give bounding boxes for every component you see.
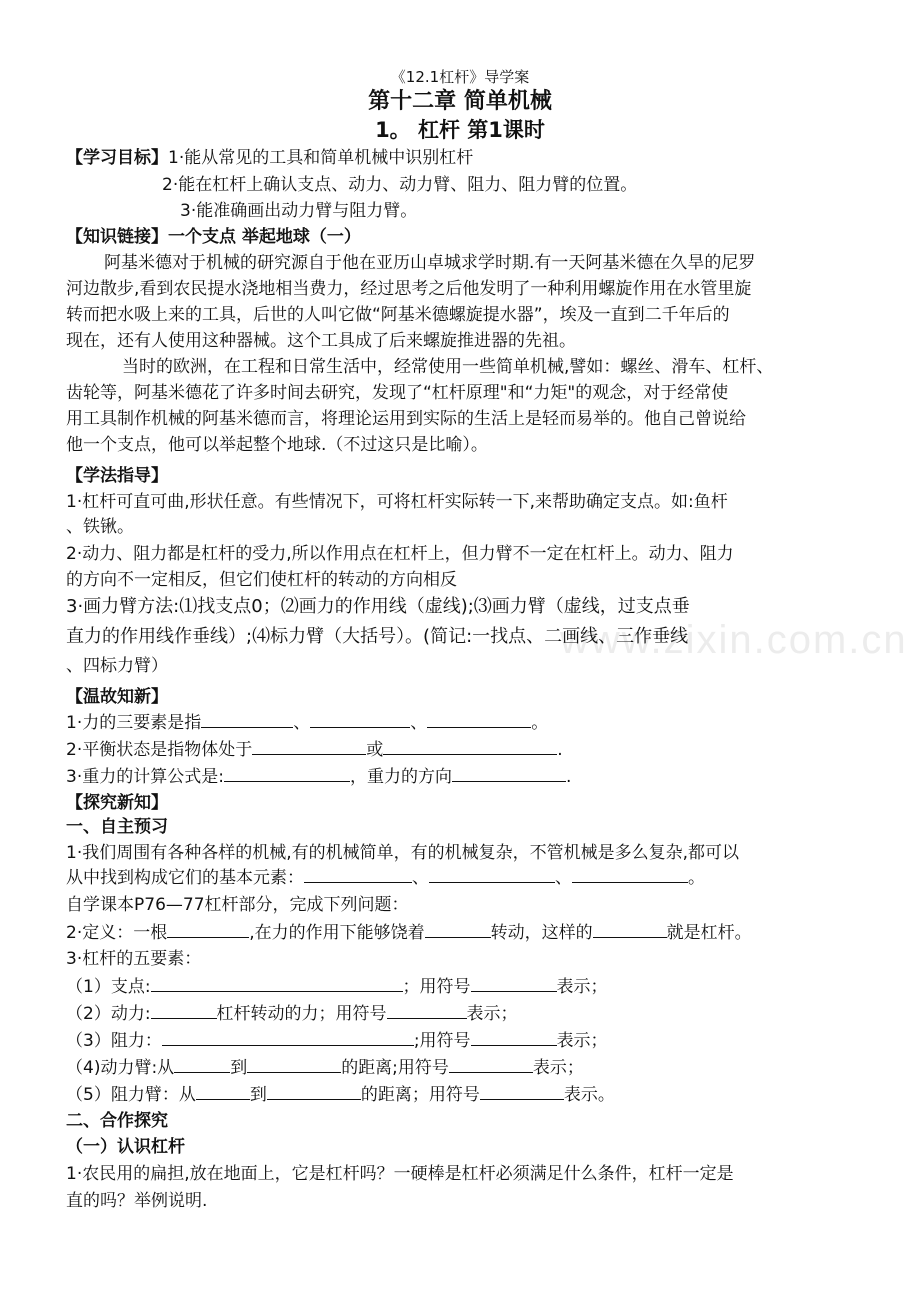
question-end: . [557, 740, 563, 760]
element-effort-arm [66, 1056, 584, 1079]
doc-label: 《12.1杠杆》导学案 [390, 68, 530, 86]
answer-blank[interactable] [383, 738, 557, 755]
answer-blank[interactable] [224, 765, 350, 782]
knowledge-link-heading [66, 226, 361, 248]
chapter-title: 第十二章 简单机械 [368, 89, 552, 114]
sub-section-heading: （一）认识杠杆 [66, 1137, 185, 1157]
element-effort [66, 1002, 518, 1025]
self-study-instruction: 自学课本P76—77杠杆部分，完成下列问题： [66, 895, 409, 915]
question-text: 3·重力的计算公式是: [66, 767, 224, 787]
question-end: 就是杠杆。 [666, 923, 752, 943]
article-title: 一个支点 举起地球（一） [168, 227, 361, 247]
review-question-2 [66, 738, 563, 761]
answer-blank[interactable] [480, 1083, 564, 1100]
element-load-arm [66, 1083, 615, 1106]
question-text: ，重力的方向 [349, 767, 452, 787]
question-text: ,在力的作用下能够饶着 [249, 923, 425, 943]
article-line: 阿基米德对于机械的研究源自于他在亚历山卓城求学时期.有一天阿基米德在久旱的尼罗 [104, 253, 756, 273]
answer-blank[interactable] [449, 1056, 533, 1073]
part-2-heading: 二、合作探究 [66, 1111, 168, 1131]
question-text: 从中找到构成它们的基本元素： [66, 868, 304, 888]
question-end: 表示； [532, 1058, 584, 1078]
answer-blank[interactable] [310, 711, 410, 728]
article-line: 河边散步,看到农民提水浇地相当费力，经过思考之后他发明了一种利用螺旋作用在水管里旋 [66, 279, 752, 299]
question-text: （1）支点: [66, 977, 151, 997]
review-heading: 【温故知新】 [66, 687, 168, 707]
preview-line-2 [66, 866, 705, 889]
question-text: ；用符号 [402, 977, 471, 997]
lesson-title: 1。 杠杆 第1课时 [375, 118, 545, 142]
explore-heading: 【探究新知】 [66, 793, 168, 813]
question-end: . [565, 767, 572, 787]
question-text: 的距离;用符号 [341, 1058, 449, 1078]
question-text: （3）阻力： [66, 1031, 162, 1051]
question-text: 到 [230, 1058, 248, 1078]
question-text: 转动，这样的 [490, 923, 593, 943]
question-end: 表示； [556, 1031, 608, 1051]
goal-item: 3·能准确画出动力臂与阻力臂。 [180, 201, 418, 221]
goals-line-1 [66, 147, 473, 169]
element-fulcrum [66, 975, 608, 998]
section-heading: 【知识链接】 [66, 227, 168, 247]
answer-blank[interactable] [196, 1083, 250, 1100]
inquiry-line: 直的吗？举例说明. [66, 1191, 208, 1211]
answer-blank[interactable] [201, 711, 293, 728]
question-text: 到 [249, 1085, 267, 1105]
answer-blank[interactable] [429, 866, 555, 883]
answer-blank[interactable] [304, 866, 412, 883]
article-line: 他一个支点，他可以举起整个地球.（不过这只是比喻）。 [66, 435, 488, 455]
question-text: 2·平衡状态是指物体处于 [66, 740, 253, 760]
article-line: 转而把水吸上来的工具，后世的人叫它做“阿基米德螺旋提水器”，埃及一直到二千年后的 [66, 305, 730, 325]
question-text: ;用符号 [413, 1031, 471, 1051]
article-line: 用工具制作机械的阿基米德而言，将理论运用到实际的生活上是轻而易举的。他自己曾说给 [66, 409, 746, 429]
answer-blank[interactable] [452, 765, 566, 782]
element-load [66, 1029, 608, 1052]
review-question-3 [66, 765, 571, 788]
answer-blank[interactable] [572, 866, 688, 883]
question-end: 。 [531, 713, 549, 733]
answer-blank[interactable] [267, 1083, 361, 1100]
answer-blank[interactable] [247, 1056, 341, 1073]
part-1-heading: 一、自主预习 [66, 817, 168, 837]
goal-item: 2·能在杠杆上确认支点、动力、动力臂、阻力、阻力臂的位置。 [162, 175, 638, 195]
answer-blank[interactable] [162, 1029, 414, 1046]
answer-blank[interactable] [471, 975, 557, 992]
answer-blank[interactable] [167, 921, 249, 938]
answer-blank[interactable] [151, 975, 403, 992]
question-text: 2·定义：一根 [66, 923, 168, 943]
answer-blank[interactable] [252, 738, 366, 755]
answer-blank[interactable] [174, 1056, 230, 1073]
question-end: 。 [688, 868, 705, 888]
five-elements-heading: 3·杠杆的五要素： [66, 949, 202, 969]
goals-heading: 【学习目标】 [66, 148, 168, 168]
method-line: 、铁锹。 [66, 517, 134, 537]
answer-blank[interactable] [427, 711, 531, 728]
goal-item: 1·能从常见的工具和简单机械中识别杠杆 [168, 148, 474, 168]
question-text: （4)动力臂:从 [66, 1058, 175, 1078]
answer-blank[interactable] [387, 1002, 467, 1019]
method-line: 1·杠杆可直可曲,形状任意。有些情况下，可将杠杆实际转一下,来帮助确定支点。如:鱼杆 [66, 492, 728, 512]
method-line: 2·动力、阻力都是杠杆的受力,所以作用点在杠杆上，但力臂不一定在杠杆上。动力、阻力 [66, 544, 734, 564]
article-line: 齿轮等，阿基米德花了许多时间去研究，发现了“杠杆原理"和“力矩"的观念，对于经常使 [66, 383, 729, 403]
separator: 、 [293, 713, 311, 733]
article-line: 现在，还有人使用这种器械。这个工具成了后来螺旋推进器的先祖。 [66, 331, 576, 351]
question-text: 杠杆转动的力；用符号 [216, 1004, 387, 1024]
question-text: 的距离；用符号 [360, 1085, 480, 1105]
question-text: 1·力的三要素是指 [66, 713, 202, 733]
question-text: 或 [366, 740, 384, 760]
question-end: 表示； [466, 1004, 518, 1024]
question-end: 表示； [556, 977, 608, 997]
answer-blank[interactable] [593, 921, 667, 938]
answer-blank[interactable] [471, 1029, 557, 1046]
separator: 、 [555, 868, 572, 888]
definition-question [66, 921, 752, 944]
separator: 、 [412, 868, 429, 888]
question-text: （2）动力: [66, 1004, 151, 1024]
question-end: 表示。 [563, 1085, 615, 1105]
question-text: （5）阻力臂：从 [66, 1085, 196, 1105]
watermark: www.zixin.com.cn [560, 618, 908, 662]
article-line: 当时的欧洲，在工程和日常生活中，经常使用一些简单机械,譬如：螺丝、滑车、杠杆、 [122, 357, 774, 377]
answer-blank[interactable] [425, 921, 491, 938]
method-line: 3·画力臂方法:⑴找支点0；⑵画力的作用线（虚线);⑶画力臂（虚线，过支点垂 [66, 596, 690, 617]
inquiry-line: 1·农民用的扁担,放在地面上，它是杠杆吗？一硬棒是杠杆必须满足什么条件，杠杆一定是 [66, 1164, 734, 1184]
method-line: 的方向不一定相反，但它们使杠杆的转动的方向相反 [66, 570, 457, 590]
method-heading: 【学法指导】 [66, 466, 168, 486]
review-question-1 [66, 711, 548, 734]
answer-blank[interactable] [151, 1002, 217, 1019]
method-line: 直力的作用线作垂线）;⑷标力臂（大括号）。(简记:一找点、二画线、三作垂线 [66, 626, 689, 647]
separator: 、 [410, 713, 428, 733]
preview-line: 1·我们周围有各种各样的机械,有的机械简单，有的机械复杂，不管机械是多么复杂,都可以 [66, 843, 740, 863]
method-line: 、四标力臂） [66, 656, 168, 676]
